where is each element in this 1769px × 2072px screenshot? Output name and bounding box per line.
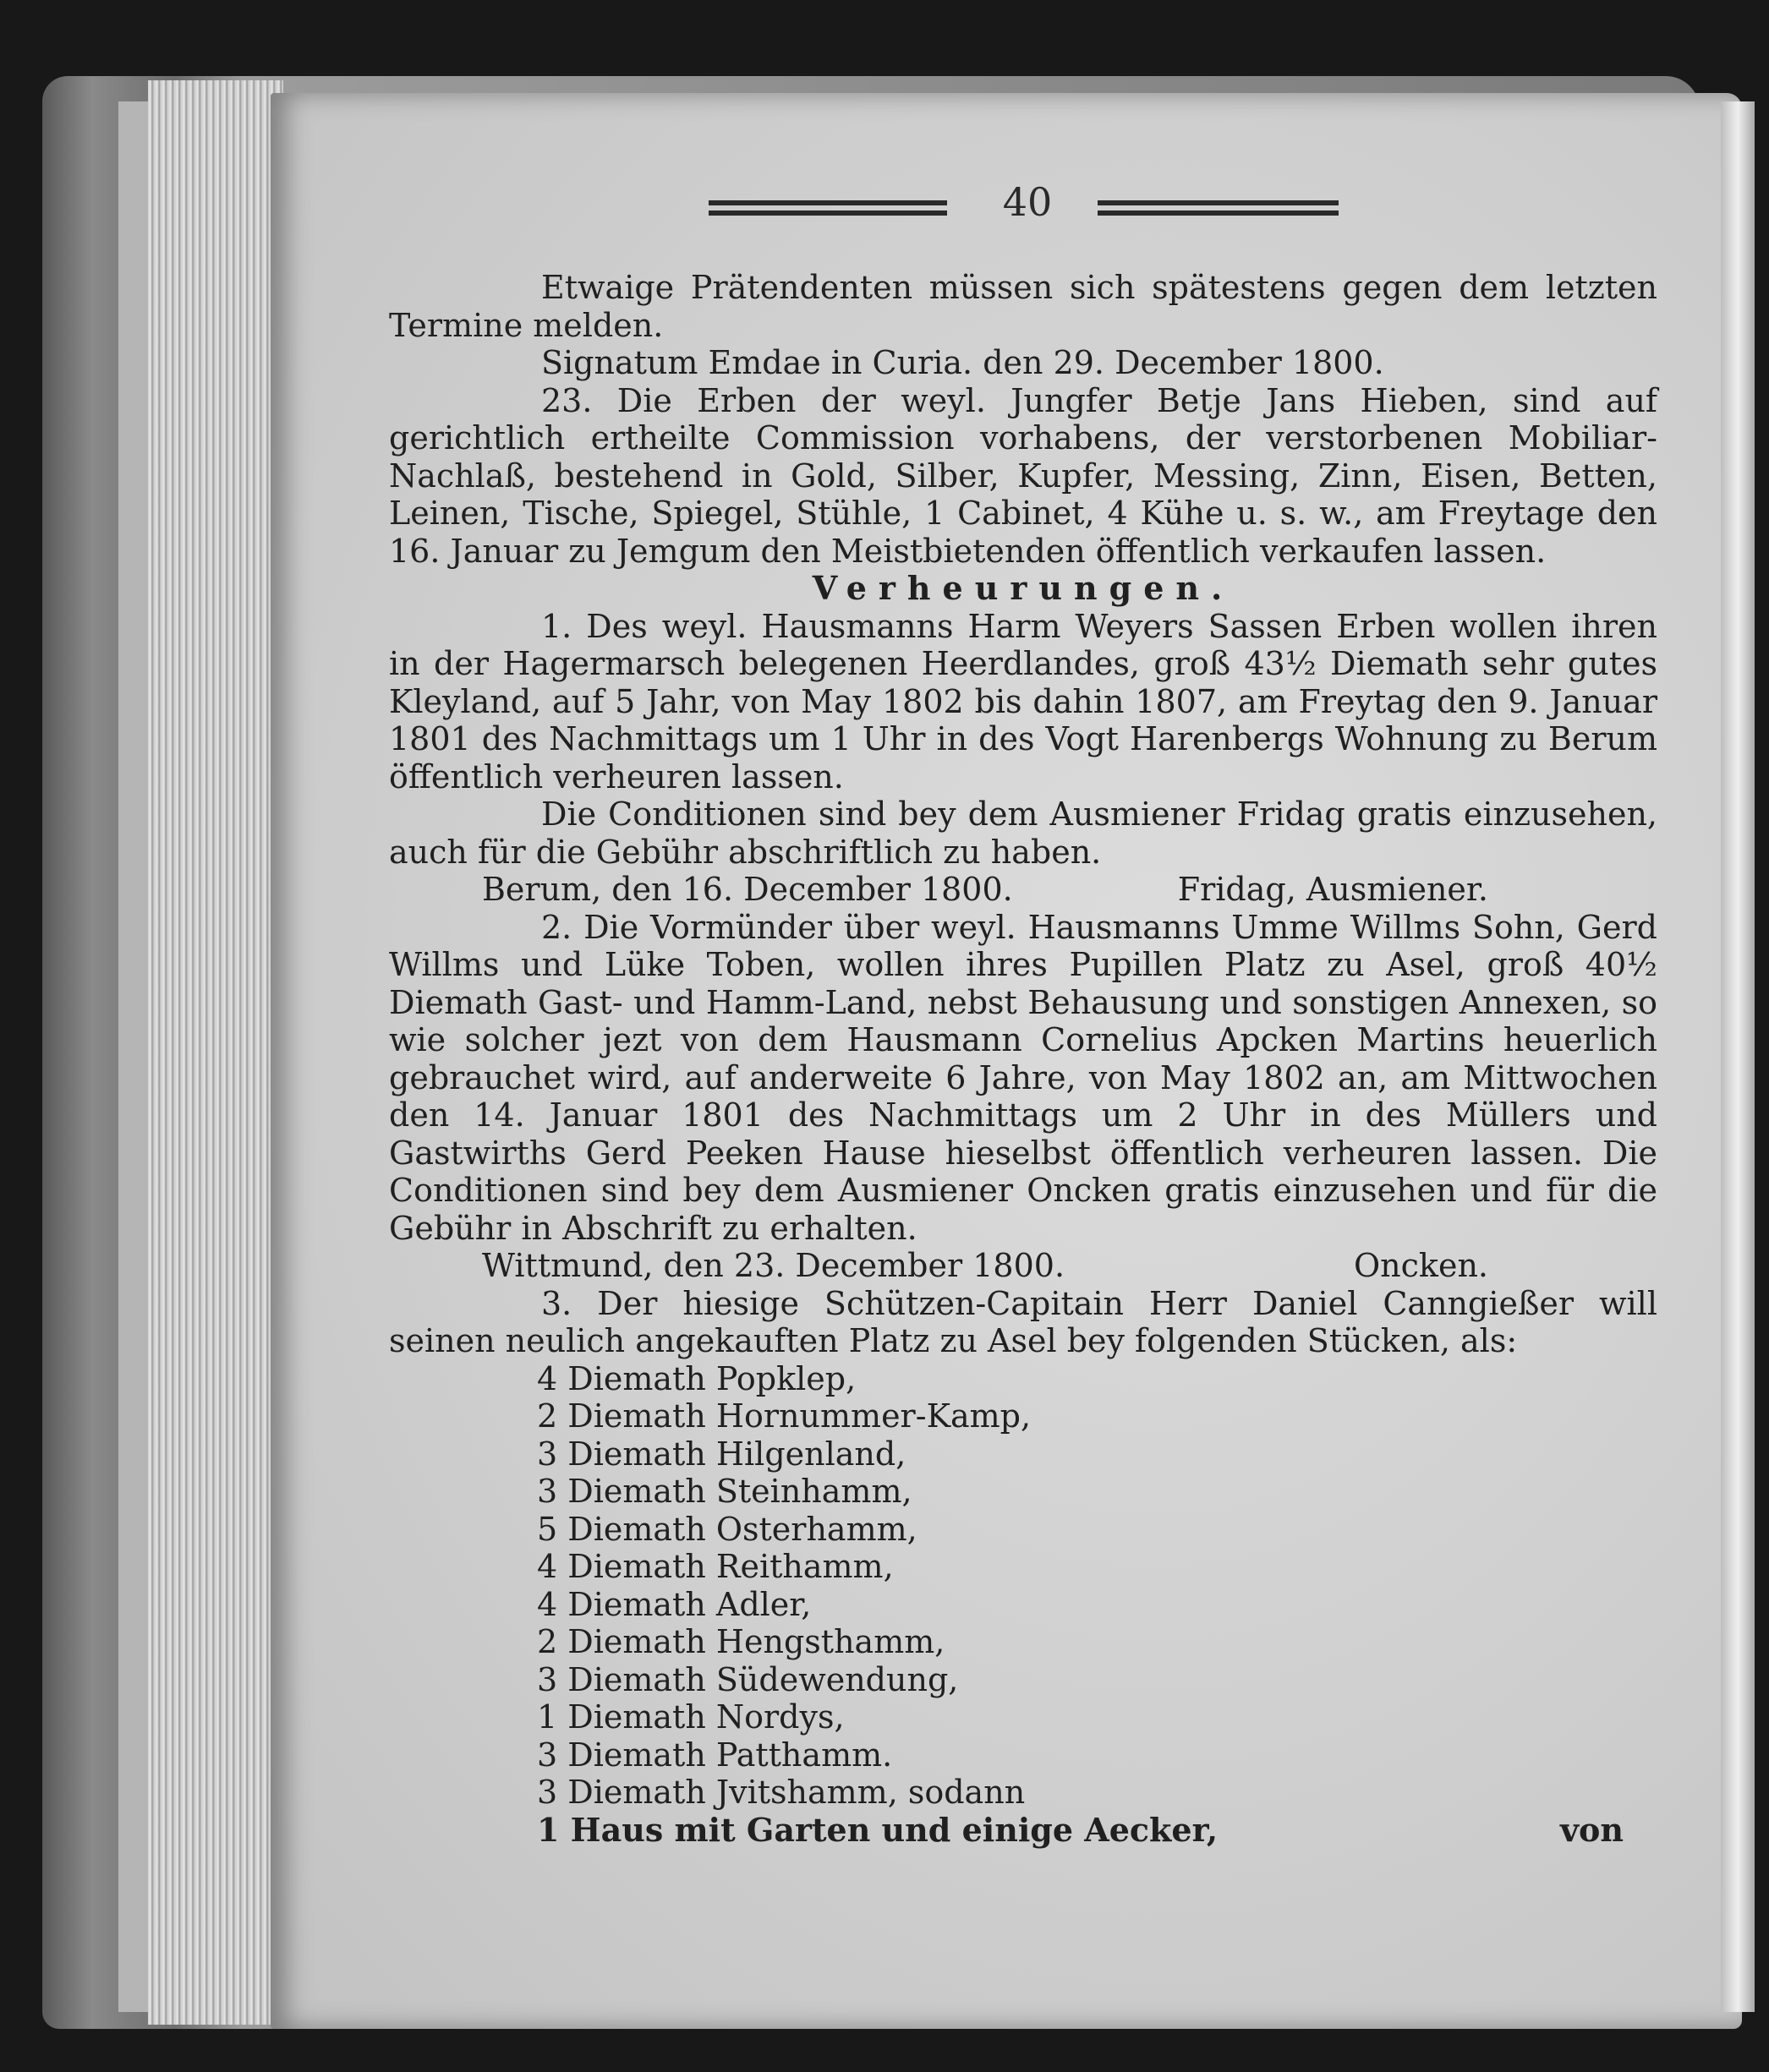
list-item: 4 Diemath Adler, bbox=[537, 1585, 812, 1623]
page-number: 40 bbox=[1002, 179, 1053, 225]
catchword: von bbox=[1559, 1810, 1624, 1849]
signature-row-wittmund bbox=[389, 1247, 1657, 1285]
page-stack-edges bbox=[148, 80, 283, 2025]
book-spine bbox=[118, 101, 152, 2012]
signature-name: Fridag, Ausmiener. bbox=[1177, 871, 1488, 908]
section-heading: Verheurungen. bbox=[812, 569, 1235, 607]
list-item: 3 Diemath Hilgenland, bbox=[537, 1435, 906, 1473]
signature-place: Berum, den 16. December 1800. bbox=[482, 871, 1013, 908]
page-right-edge bbox=[1721, 101, 1755, 2012]
paragraph-notice-1: 1. Des weyl. Hausmanns Harm Weyers Sassen Erben wollen ihren in der Hagermarsch belegenen Heerdlandes, groß 43½ Diemath sehr gutes Kleyland, auf 5 Jahr, von May 1802 bis dahin 1807, am Freytag den 9. Januar 1801 des Nachmittags um 1 Uhr in des Vogt Harenbergs Wohnung zu Berum öffentlich verheuren lassen. bbox=[389, 607, 1657, 795]
list-item: 2 Diemath Hengsthamm, bbox=[537, 1623, 945, 1660]
paragraph-notice-2: 2. Die Vormünder über weyl. Hausmanns Umme Willms Sohn, Gerd Willms und Lüke Toben, wollen ihres Pupillen Platz zu Asel, groß 40½ Diemath Gast- und Hamm-Land, nebst Behausung und sonstigen Annexen, so wie solcher jezt von dem Hausmann Cornelius Apcken Martins heuerlich gebrauchet wird, auf anderweite 6 Jahre, von May 1802 an, am Mittwochen den 14. Januar 1801 des Nachmittags um 2 Uhr in des Müllers und Gastwirths Gerd Peeken Hause hieselbst öffentlich verheuren lassen. Die Conditionen sind bey dem Ausmiener Oncken gratis einzusehen und für die Gebühr in Abschrift zu erhalten. bbox=[389, 908, 1657, 1247]
signature-emden: Signatum Emdae in Curia. den 29. December 1800. bbox=[541, 344, 1384, 381]
parcel-list bbox=[389, 1360, 1657, 1850]
paragraph-notice-23: 23. Die Erben der weyl. Jungfer Betje Jans Hieben, sind auf gerichtlich ertheilte Commission vorhabens, der verstorbenen Mobiliar-Nachlaß, bestehend in Gold, Silber, Kupfer, Messing, Zinn, Eisen, Betten, Leinen, Tische, Spiegel, Stühle, 1 Cabinet, 4 Kühe u. s. w., am Freytage den 16. Januar zu Jemgum den Meistbietenden öffentlich verkaufen lassen. bbox=[389, 381, 1657, 570]
signature-name: Oncken. bbox=[1354, 1247, 1488, 1284]
paragraph-notice-3: 3. Der hiesige Schützen-Capitain Herr Daniel Canngießer will seinen neulich angekauften Platz zu Asel bey folgenden Stücken, als: bbox=[389, 1284, 1657, 1359]
page-text-block bbox=[389, 269, 1657, 1849]
list-item: 3 Diemath Südewendung, bbox=[537, 1660, 959, 1698]
list-item: 3 Diemath Patthamm. bbox=[537, 1736, 893, 1774]
list-item: 1 Haus mit Garten und einige Aecker, bbox=[537, 1810, 1219, 1849]
list-item: 3 Diemath Jvitshamm, sodann bbox=[537, 1774, 1026, 1811]
list-item: 4 Diemath Popklep, bbox=[537, 1359, 857, 1397]
list-item: 4 Diemath Reithamm, bbox=[537, 1548, 894, 1585]
list-item: 5 Diemath Osterhamm, bbox=[537, 1510, 917, 1548]
signature-place: Wittmund, den 23. December 1800. bbox=[482, 1247, 1065, 1284]
header-rule-left bbox=[709, 200, 947, 216]
list-item: 1 Diemath Nordys, bbox=[537, 1698, 845, 1736]
paragraph-conditions-1: Die Conditionen sind bey dem Ausmiener Fridag gratis einzusehen, auch für die Gebühr abschriftlich zu haben. bbox=[389, 795, 1657, 871]
list-item: 3 Diemath Steinhamm, bbox=[537, 1473, 912, 1510]
paragraph-pretenders: Etwaige Prätendenten müssen sich spätestens gegen dem letzten Termine melden. bbox=[389, 269, 1657, 344]
signature-row-berum bbox=[389, 871, 1657, 909]
list-item: 2 Diemath Hornummer-Kamp, bbox=[537, 1397, 1032, 1435]
header-rule-right bbox=[1098, 200, 1339, 216]
list-last-row bbox=[537, 1812, 1657, 1850]
